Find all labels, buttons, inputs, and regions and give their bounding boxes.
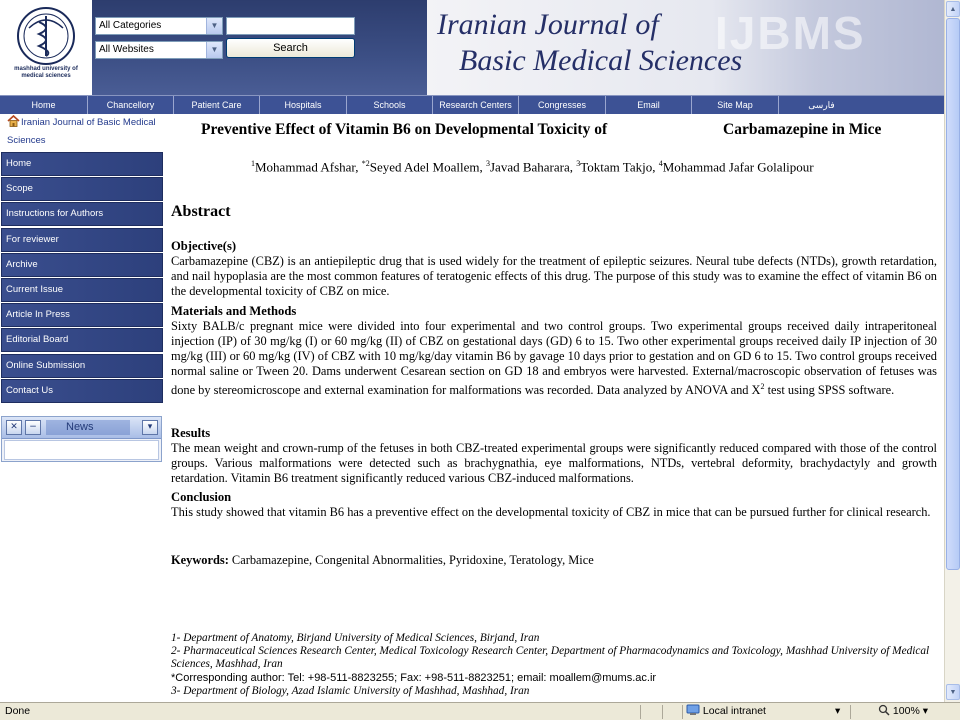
status-divider: [682, 705, 683, 719]
site-header: [0, 0, 944, 95]
breadcrumb[interactable]: [0, 114, 164, 152]
category-select-value: All Categories: [99, 20, 162, 31]
results-heading: Results: [171, 426, 211, 440]
scroll-down-icon[interactable]: ▼: [946, 684, 960, 700]
status-divider: [640, 705, 641, 719]
conclusion-text: This study showed that vitamin B6 has a preventive effect on the developmental toxicity of CBZ in mice that can be pursued further for clinical research.: [171, 505, 931, 519]
university-emblem-icon: [15, 6, 77, 66]
nav-site-map[interactable]: Site Map: [692, 96, 779, 114]
chevron-down-icon[interactable]: ▼: [206, 42, 222, 58]
sidebar-item-online-submission[interactable]: Online Submission: [1, 354, 163, 378]
footnote-1: 1- Department of Anatomy, Birjand University of Medical Sciences, Birjand, Iran: [171, 632, 540, 644]
banner-title-line1: Iranian Journal of: [437, 8, 659, 41]
nav-research-centers[interactable]: Research Centers: [433, 96, 519, 114]
article-title-continued: Carbamazepine in Mice: [723, 121, 882, 138]
breadcrumb-label: Iranian Journal of Basic Medical Sciences: [7, 117, 156, 146]
nav-email[interactable]: Email: [606, 96, 692, 114]
minimize-icon[interactable]: −: [25, 420, 41, 435]
footnote-2: 2- Pharmaceutical Sciences Research Center, Medical Toxicology Research Center, Department of Pharmacodynamics and Toxicology, Mashhad University of Medical Sciences, Mashhad, Iran: [171, 645, 930, 671]
keywords-label: Keywords:: [171, 553, 229, 567]
sidebar-item-current-issue[interactable]: Current Issue: [1, 278, 163, 302]
keywords-section: [171, 553, 937, 568]
zoom-control[interactable]: [878, 703, 928, 720]
results-text: The mean weight and crown-rump of the fetuses in both CBZ-treated experimental groups were significantly reduced compared with those of the control groups. Various malformations were detected such as brachygnathia, eye malformations, NTDs, vertebral deformity, brachydactyly and growth retardation. Vitamin B6 treatment significantly reduced various CBZ-induced malformations.: [171, 441, 937, 485]
sidebar-item-home[interactable]: Home: [1, 152, 163, 176]
nav-home[interactable]: Home: [0, 96, 88, 114]
author-name: Mohammad Afshar,: [255, 159, 362, 175]
status-divider: [850, 705, 851, 719]
zoom-icon: [878, 704, 890, 716]
sidebar-item-scope[interactable]: Scope: [1, 177, 163, 201]
author-list: [251, 159, 814, 175]
search-input[interactable]: [226, 17, 355, 35]
nav-schools[interactable]: Schools: [347, 96, 433, 114]
news-title: News: [46, 420, 130, 435]
chevron-down-icon[interactable]: ▾: [835, 705, 841, 717]
sidebar-item-archive[interactable]: Archive: [1, 253, 163, 277]
status-bar: [0, 702, 960, 720]
zoom-level: 100%: [892, 705, 920, 717]
keywords-text: Carbamazepine, Congenital Abnormalities, Pyridoxine, Teratology, Mice: [228, 553, 594, 567]
intranet-icon: [686, 704, 700, 716]
banner-watermark: IJBMS: [715, 7, 866, 59]
author-affiliation: 3: [576, 159, 581, 168]
top-navigation: [0, 95, 944, 114]
home-icon: [7, 115, 20, 127]
author-affiliation: *2: [361, 159, 370, 168]
objective-text: Carbamazepine (CBZ) is an antiepileptic drug that is used widely for the treatment of epileptic seizures. Neural tube defects (NTDs), growth retardation, and nail hypoplasia are the most common features of teratogenic effects of this drug. The purpose of this study was to examine the effect of vitamin B6 on the developmental toxicity of CBZ on mice.: [171, 254, 937, 298]
abstract-heading: Abstract: [171, 203, 231, 220]
author-affiliation: 3: [485, 159, 490, 168]
sidebar-item-editorial-board[interactable]: Editorial Board: [1, 328, 163, 352]
security-zone: [686, 703, 766, 720]
nav-congresses[interactable]: Congresses: [519, 96, 606, 114]
results-section: [171, 426, 937, 486]
affiliation-footnotes: [171, 632, 937, 698]
sidebar-item-instructions[interactable]: Instructions for Authors: [1, 202, 163, 226]
author-affiliation: 1: [251, 159, 255, 168]
author-name: Toktam Takjo,: [580, 159, 659, 175]
conclusion-heading: Conclusion: [171, 490, 232, 504]
sidebar-item-in-press[interactable]: Article In Press: [1, 303, 163, 327]
chevron-down-icon[interactable]: ▼: [206, 18, 222, 34]
sidebar-item-contact[interactable]: Contact Us: [1, 379, 163, 403]
methods-tail: test using SPSS software.: [764, 383, 895, 398]
objective-heading: Objective(s): [171, 239, 237, 253]
sidebar: [0, 114, 164, 702]
news-toolbar: [2, 417, 161, 439]
chevron-down-icon[interactable]: ▾: [922, 705, 928, 717]
article-title: Preventive Effect of Vitamin B6 on Developmental Toxicity of: [201, 121, 608, 138]
methods-section: [171, 304, 937, 398]
category-select[interactable]: [95, 17, 223, 35]
scrollbar-thumb[interactable]: [946, 18, 960, 570]
university-logo[interactable]: [6, 6, 86, 90]
nav-farsi[interactable]: فارسی: [808, 100, 835, 110]
website-select[interactable]: [95, 41, 223, 59]
status-text: Done: [5, 705, 31, 717]
nav-patient-care[interactable]: Patient Care: [174, 96, 260, 114]
methods-superscript: 2: [760, 382, 765, 391]
search-button[interactable]: Search: [226, 38, 355, 58]
journal-banner: [427, 0, 944, 95]
author-name: Javad Baharara,: [489, 159, 577, 175]
methods-text: Sixty BALB/c pregnant mice were divided into four experimental and two control groups. Two experimental groups received daily intraperitoneal injection (IP) of 30 mg/kg (I) or 60 mg/kg (II) of CBZ on gestational days (GD) 6 to 15. Two other experimental groups received daily IP injection of 30 mg/kg (III) or 60 mg/kg (IV) of CBZ with 10 mg/kg/day vitamin B6 by gavage 10 days prior to gestation and on GD 6 to 15. Two control groups received normal saline or Tween 20. Dams underwent Cesarean section on GD 18 and embryos were harvested. External/macroscopic observation of fetuses was done by stereomicroscope and external examination for malformations was recorded. Data analyzed by ANOVA and X: [171, 319, 937, 398]
objective-section: [171, 239, 937, 299]
author-name: Mohammad Jafar Golalipour: [662, 159, 814, 175]
conclusion-section: [171, 490, 937, 520]
methods-heading: Materials and Methods: [171, 304, 297, 318]
corresponding-author: *Corresponding author: Tel: +98-511-8823255; Fax: +98-511-8823251; email: moallem@mums.ac.ir: [171, 671, 657, 684]
author-name: Seyed Adel Moallem,: [369, 159, 486, 175]
chevron-down-icon[interactable]: ▾: [142, 420, 158, 435]
nav-chancellory[interactable]: Chancellory: [88, 96, 174, 114]
nav-hospitals[interactable]: Hospitals: [260, 96, 347, 114]
security-zone-label: Local intranet: [702, 705, 766, 717]
vertical-scrollbar[interactable]: [944, 0, 960, 702]
news-widget: [1, 416, 162, 462]
banner-title-line2: Basic Medical Sciences: [459, 44, 743, 77]
news-content: [4, 440, 159, 460]
logo-caption: mashhad university of medical sciences: [14, 66, 78, 79]
scroll-up-icon[interactable]: ▲: [946, 1, 960, 17]
status-divider: [662, 705, 663, 719]
website-select-value: All Websites: [99, 44, 154, 55]
article-content: [171, 114, 938, 702]
sidebar-item-reviewer[interactable]: For reviewer: [1, 228, 163, 252]
close-icon[interactable]: ✕: [6, 420, 22, 435]
author-affiliation: 4: [658, 159, 663, 168]
search-panel: [92, 0, 427, 95]
footnote-3: 3- Department of Biology, Azad Islamic University of Mashhad, Mashhad, Iran: [171, 684, 530, 697]
